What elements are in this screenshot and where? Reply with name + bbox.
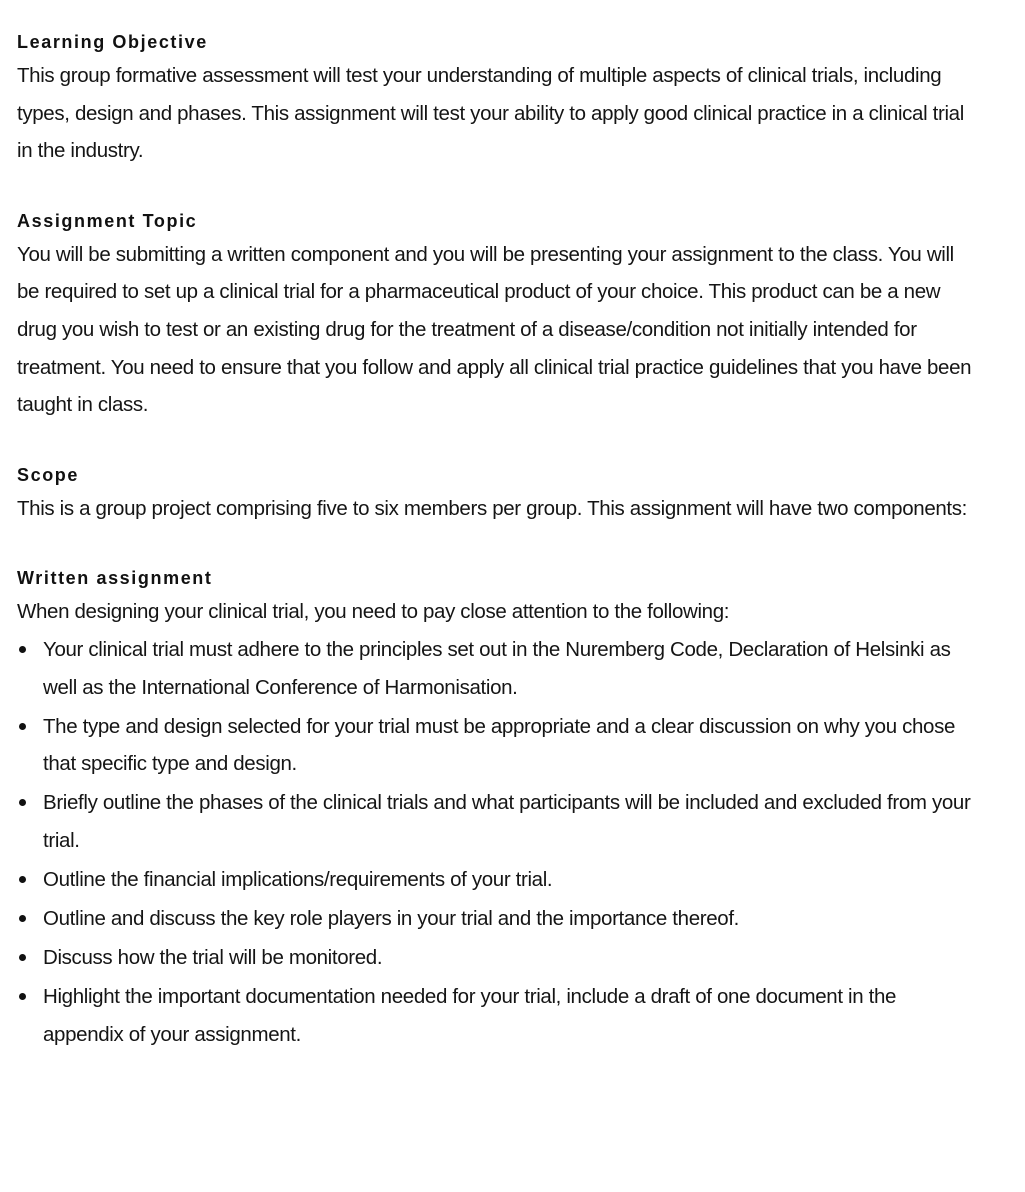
section-heading: Written assignment (17, 568, 213, 589)
section-paragraph: You will be submitting a written component and you will be presenting your assignment to the class. You will be required to set up a clinical trial for a pharmaceutical product of your choice. This product can be a new drug you wish to test or an existing drug for the treatment of a disease/condition not initially intended for treatment. You need to ensure that you follow and apply all clinical trial practice guidelines that you have been taught in class. (17, 242, 972, 417)
bullet-icon (19, 993, 26, 1000)
bullet-icon (19, 799, 26, 806)
list-item-text: Outline and discuss the key role players in your trial and the importance thereof. (43, 907, 740, 931)
section-paragraph: This group formative assessment will test your understanding of multiple aspects of clinical trials, including types, design and phases. This assignment will test your ability to apply good clinical practice in a clinical trial in the industry. (17, 64, 964, 163)
bullet-list (17, 631, 977, 1054)
bullet-icon (19, 876, 26, 883)
section-heading: Assignment Topic (17, 210, 198, 231)
list-item (17, 631, 977, 706)
bullet-icon (19, 646, 26, 653)
document-body (17, 27, 977, 1089)
list-item-text: Discuss how the trial will be monitored. (43, 946, 383, 970)
list-item (17, 978, 977, 1053)
section-heading: Scope (17, 464, 80, 485)
section-paragraph: When designing your clinical trial, you need to pay close attention to the following: (17, 600, 730, 624)
list-item (17, 939, 977, 977)
list-item-text: The type and design selected for your trial must be appropriate and a clear discussion on why you chose that specific type and design. (43, 714, 956, 776)
section-paragraph: This is a group project comprising five to six members per group. This assignment will have two components: (17, 496, 968, 520)
list-item (17, 784, 977, 859)
section-written-assignment (17, 563, 977, 1053)
section-assignment-topic (17, 206, 977, 424)
list-item (17, 900, 977, 938)
section-heading: Learning Objective (17, 32, 208, 52)
section-scope (17, 460, 977, 528)
list-item-text: Outline the financial implications/requirements of your trial. (43, 868, 553, 891)
section-learning-objective (17, 27, 977, 170)
bullet-icon (19, 723, 26, 730)
list-item (17, 861, 977, 899)
bullet-icon (19, 915, 26, 922)
list-item-text: Highlight the important documentation needed for your trial, include a draft of one document in the appendix of your assignment. (43, 985, 897, 1046)
list-item (17, 708, 977, 783)
list-item-text: Your clinical trial must adhere to the principles set out in the Nuremberg Code, Declaration of Helsinki as well as the International Conference of Harmonisation. (43, 637, 951, 699)
list-item-text: Briefly outline the phases of the clinical trials and what participants will be included and excluded from your trial. (43, 791, 971, 852)
bullet-icon (19, 954, 26, 961)
